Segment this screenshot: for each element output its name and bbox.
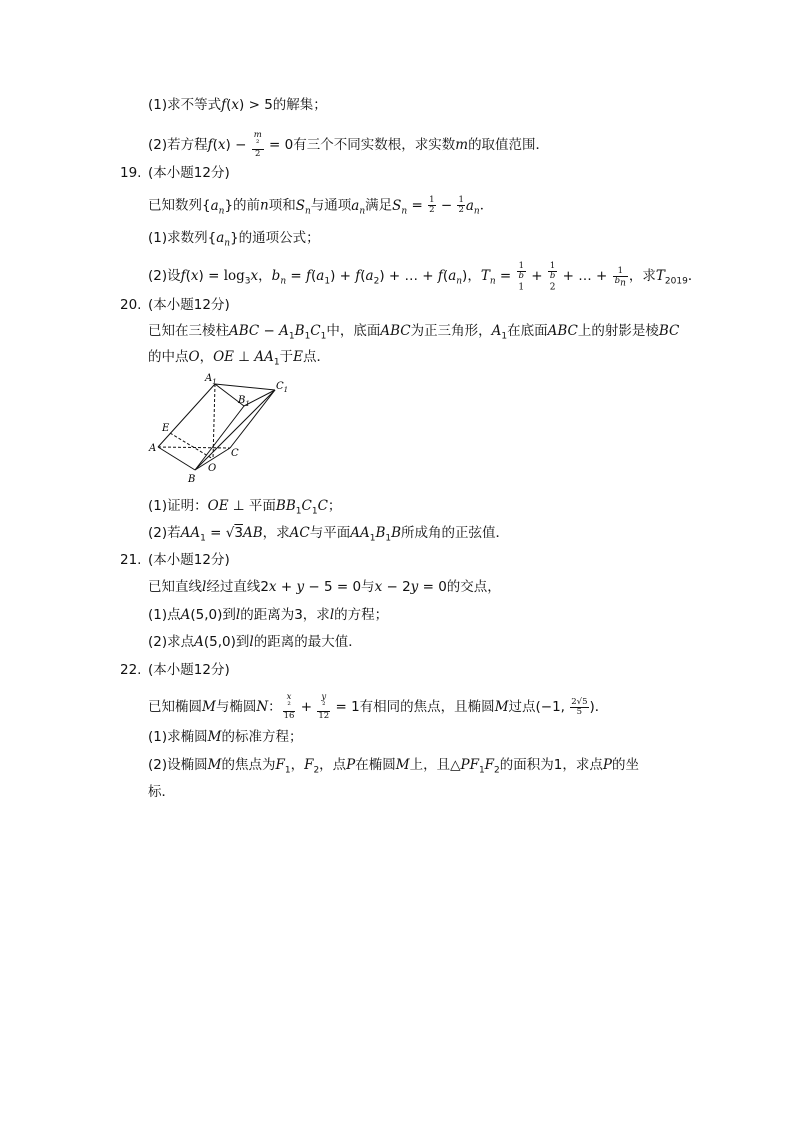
label-E: E: [162, 423, 170, 434]
q21-number: 21.: [120, 552, 142, 568]
q19-part2: (2)设$f(x) = \log_3x$，$b_n = f(a_1) + f(a_2)$ + … + $f(a_n)$，$T_n$ = 1 b $_1$ + 1 b $_2$ + … + $\frac{1}{b_n}$ ，求$T_{2019}$．: [148, 261, 702, 293]
q22-part1: (1)求椭圆M的标准方程；: [148, 729, 303, 745]
q20-number: 20.: [120, 297, 142, 313]
q20-part1: (1)证明：OE ⊥ 平面$BB_1C_1C$；: [148, 498, 342, 517]
q19-number: 19.: [120, 165, 142, 181]
q22-number: 22.: [120, 662, 142, 678]
label-B1: $B_1$: [238, 395, 250, 408]
label-C1: $C_1$: [276, 381, 289, 394]
label-A: A: [149, 443, 157, 454]
q19-heading: (本小题12分): [148, 165, 230, 181]
q18-part2: (2)若方程f(x) − m ² 2 = 0有三个不同实数根，求实数m的取值范围．: [148, 130, 550, 159]
q22-stem: 已知椭圆M与椭圆N： x ² 16 + y ² 12 = 1有相同的焦点，且椭圆M过点(−1, $\frac{2√5}{5}$ )．: [148, 692, 609, 721]
q22-part2-line2-text: 标．: [148, 784, 175, 800]
q18-part1: (1)求不等式f(x) > 5的解集；: [148, 97, 327, 113]
q20-part2: (2)若$AA_1 = √3AB$，求AC与平面$AA_1B_1B$所成角的正弦值．: [148, 525, 510, 544]
q19-part1: (1)求数列$\{a_n\}$的通项公式；: [148, 230, 320, 249]
q21-part2: (2)求点A(5,0)到l的距离的最大值．: [148, 634, 362, 650]
q21-part1: (1)点A(5,0)到l的距离为3，求l的方程；: [148, 607, 389, 623]
prism-figure: [148, 370, 298, 488]
label-O: O: [208, 463, 217, 474]
label-A1: $A_1$: [205, 373, 217, 386]
q21-heading: (本小题12分): [148, 552, 230, 568]
q22-part2-line2: [148, 783, 175, 801]
q20-heading: (本小题12分): [148, 297, 230, 313]
q20-stem-line1: 已知在三棱柱ABC − $A_1B_1C_1$中，底面ABC为正三角形，$A_1$在底面ABC上的射影是棱BC: [148, 323, 680, 342]
label-C: C: [231, 448, 239, 459]
label-B: B: [188, 474, 196, 485]
q22-part2-line1: (2)设椭圆M的焦点为$F_1$，$F_2$，点P在椭圆M上，且$\triangle PF_1F_2$的面积为1，求点P的坐: [148, 757, 639, 776]
q20-stem-line2: 的中点O，OE ⊥ $AA_1$于E点．: [148, 349, 330, 368]
q19-stem: 已知数列$\{a_n\}$的前n项和$S_n$与通项$a_n$满足$S_n$ = $\frac{1}{2}$ − $\frac{1}{2}$ $a_n$．: [148, 195, 494, 217]
q22-heading: (本小题12分): [148, 662, 230, 678]
q21-stem: 已知直线l经过直线2x + y − 5 = 0与x − 2y = 0的交点，: [148, 579, 501, 595]
